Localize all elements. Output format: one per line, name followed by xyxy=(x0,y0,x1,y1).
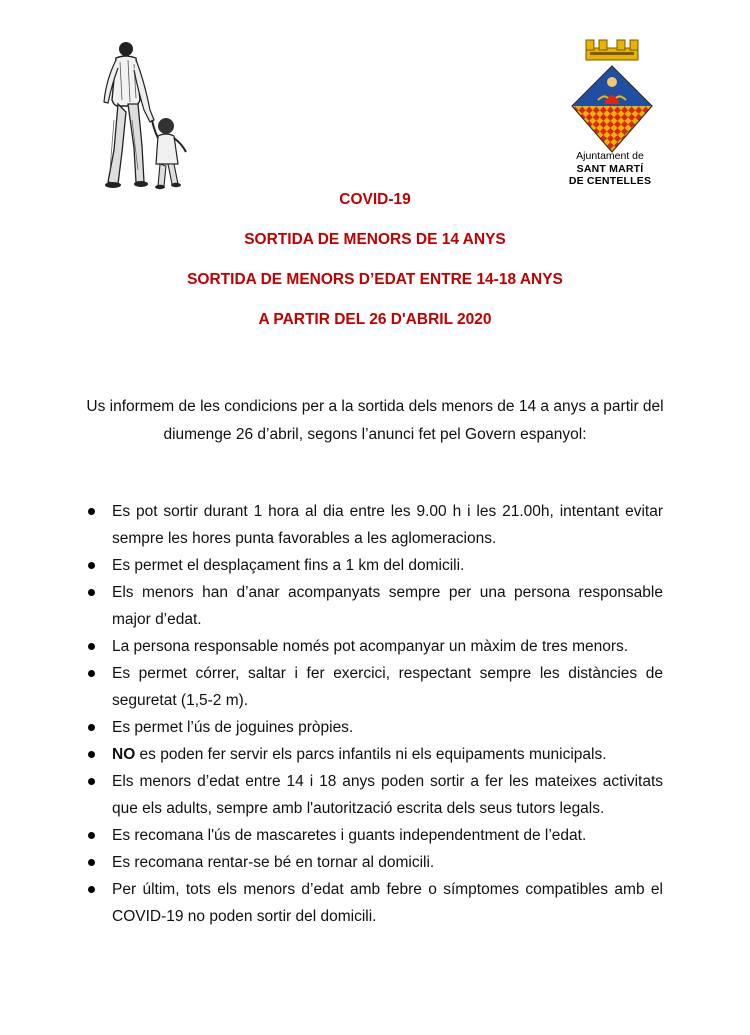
list-item xyxy=(88,633,663,660)
list-item-text: Es permet l’ús de joguines pròpies. xyxy=(112,719,354,736)
list-item-text: Es pot sortir durant 1 hora al dia entre les 9.00 h i les 21.00h, intentant evitar sempre les hores punta favorables a les aglomeracions. xyxy=(112,503,663,547)
headings xyxy=(0,190,750,330)
bullet-icon xyxy=(88,508,95,515)
heading-under-14: SORTIDA DE MENORS DE 14 ANYS xyxy=(244,231,506,248)
list-item-text: Es recomana rentar-se bé en tornar al domicili. xyxy=(112,854,435,871)
bullet-icon xyxy=(88,832,95,839)
bullet-icon xyxy=(88,562,95,569)
list-item xyxy=(88,741,663,768)
list-item-text: La persona responsable només pot acompanyar un màxim de tres menors. xyxy=(112,638,629,655)
bullet-icon xyxy=(88,859,95,866)
list-item-text: Els menors d’edat entre 14 i 18 anys poden sortir a fer les mateixes activitats que els adults, sempre amb l'autorització escrita dels seus tutors legals. xyxy=(112,773,663,817)
list-item xyxy=(88,768,663,822)
list-item xyxy=(88,876,663,930)
list-item xyxy=(88,849,663,876)
bullet-icon xyxy=(88,751,95,758)
list-item-text: Es permet córrer, saltar i fer exercici, respectant sempre les distàncies de seguretat (1,5-2 m). xyxy=(112,665,663,709)
adult-child-walking-icon xyxy=(84,40,196,192)
list-item-strong: NO xyxy=(112,746,136,763)
intro-paragraph: Us informem de les condicions per a la sortida dels menors de 14 a anys a partir del diumenge 26 d’abril, segons l’anunci fet pel Govern espanyol: xyxy=(86,398,664,443)
organization-line1: Ajuntament de xyxy=(576,150,644,162)
heading-date: A PARTIR DEL 26 D'ABRIL 2020 xyxy=(258,311,492,328)
conditions-list xyxy=(88,498,663,930)
list-item xyxy=(88,579,663,633)
bullet-icon xyxy=(88,724,95,731)
heading-covid: COVID-19 xyxy=(339,191,411,208)
list-item-text: Es permet el desplaçament fins a 1 km del domicili. xyxy=(112,557,465,574)
organization-name xyxy=(545,150,675,188)
bullet-icon xyxy=(88,886,95,893)
organization-line3: DE CENTELLES xyxy=(568,175,652,187)
heading-14-18: SORTIDA DE MENORS D’EDAT ENTRE 14-18 ANYS xyxy=(187,271,563,288)
bullet-icon xyxy=(88,643,95,650)
list-item-text: es poden fer servir els parcs infantils ni els equipaments municipals. xyxy=(135,746,607,763)
coat-of-arms-icon xyxy=(568,36,656,156)
organization-line2: SANT MARTÍ xyxy=(576,162,644,175)
list-item xyxy=(88,660,663,714)
list-item-text: Els menors han d’anar acompanyats sempre per una persona responsable major d’edat. xyxy=(112,584,663,628)
list-item xyxy=(88,552,663,579)
list-item xyxy=(88,822,663,849)
list-item xyxy=(88,714,663,741)
list-item xyxy=(88,498,663,552)
bullet-icon xyxy=(88,589,95,596)
list-item-text: Es recomana l'ús de mascaretes i guants independentment de l’edat. xyxy=(112,827,587,844)
bullet-icon xyxy=(88,778,95,785)
list-item-text: Per últim, tots els menors d’edat amb febre o símptomes compatibles amb el COVID-19 no poden sortir del domicili. xyxy=(112,881,663,925)
bullet-icon xyxy=(88,670,95,677)
